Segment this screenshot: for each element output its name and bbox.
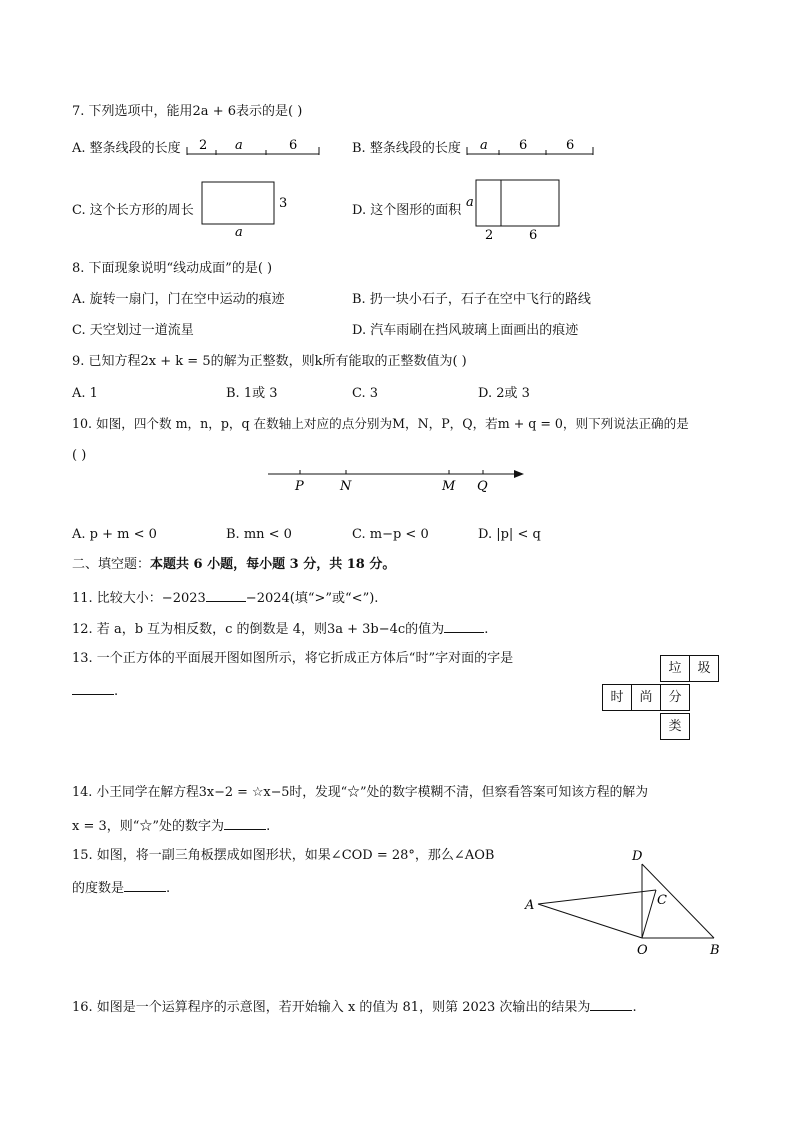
q14-answer-blank[interactable] bbox=[224, 817, 266, 830]
q14-line2-pre: x = 3，则“☆”处的数字为 bbox=[72, 819, 225, 834]
q15-point-b: B bbox=[710, 943, 720, 958]
q12-post: . bbox=[484, 622, 489, 637]
q7-b-seg-2: 6 bbox=[519, 138, 528, 153]
q8-option-a: A. 旋转一扇门，门在空中运动的痕迹 bbox=[72, 292, 285, 307]
q14-line2 bbox=[72, 817, 270, 835]
section-2-heading bbox=[72, 557, 395, 573]
q7-option-d-label: D. 这个图形的面积 bbox=[352, 203, 462, 218]
q12-answer-blank[interactable] bbox=[444, 620, 484, 633]
q7-a-seg-2: a bbox=[235, 138, 243, 153]
q16-post: . bbox=[632, 1000, 637, 1015]
net-cell-4: 尚 bbox=[631, 684, 661, 711]
q15-point-c: C bbox=[657, 893, 667, 908]
q15-line2 bbox=[72, 879, 170, 897]
net-cell-3: 时 bbox=[602, 684, 632, 711]
q9-option-c: C. 3 bbox=[352, 386, 379, 401]
q12-pre: 12. 若 a，b 互为相反数，c 的倒数是 4，则3a + 3b−4c的值为 bbox=[72, 622, 445, 637]
q10-label-m: M bbox=[442, 479, 456, 494]
q10-option-d: D. |p| < q bbox=[478, 527, 541, 542]
q10-label-p: P bbox=[295, 479, 304, 494]
q7-option-a-label: A. 整条线段的长度 bbox=[72, 141, 181, 156]
q7-option-b-label: B. 整条线段的长度 bbox=[352, 141, 461, 156]
q7-option-c-label: C. 这个长方形的周长 bbox=[72, 203, 194, 218]
q15-point-d: D bbox=[632, 849, 643, 864]
q7-c-bottom: a bbox=[235, 225, 243, 240]
q13-answer-blank[interactable] bbox=[72, 682, 114, 695]
q7-option-d-rectangle-figure bbox=[464, 176, 564, 244]
section-2-title: 二、填空题： bbox=[72, 557, 151, 572]
q10-label-n: N bbox=[340, 479, 352, 494]
q14-line1: 14. 小王同学在解方程3x−2 = ☆x−5时，发现“☆”处的数字模糊不清，但察看答案可知该方程的解为 bbox=[72, 785, 649, 800]
q7-b-seg-3: 6 bbox=[566, 138, 575, 153]
q10-option-a: A. p + m < 0 bbox=[72, 527, 157, 542]
q7-a-seg-3: 6 bbox=[289, 138, 298, 153]
q7-option-c-rectangle-figure bbox=[200, 180, 292, 240]
q7-stem: 7. 下列选项中，能用2a + 6表示的是( ) bbox=[72, 104, 303, 119]
q11-post: −2024(填“>”或“<”). bbox=[245, 591, 379, 606]
q11-answer-blank[interactable] bbox=[206, 589, 246, 602]
q9-option-b: B. 1或 3 bbox=[226, 386, 278, 401]
net-cell-6: 类 bbox=[660, 713, 690, 740]
q15-line2-pre: 的度数是 bbox=[72, 881, 125, 896]
q15-point-a: A bbox=[525, 898, 535, 913]
section-2-description: 本题共 6 小题，每小题 3 分，共 18 分。 bbox=[150, 557, 396, 572]
q7-option-a-segment-figure bbox=[186, 134, 322, 158]
q15-post: . bbox=[166, 881, 171, 896]
q8-option-d: D. 汽车雨刷在挡风玻璃上面画出的痕迹 bbox=[352, 323, 579, 338]
net-cell-1: 垃 bbox=[660, 655, 690, 682]
q7-option-b-segment-figure bbox=[466, 134, 596, 158]
q15-line1: 15. 如图，将一副三角板摆成如图形状，如果∠COD = 28°，那么∠AOB bbox=[72, 848, 495, 863]
q7-d-bottom-2: 6 bbox=[529, 228, 538, 243]
net-cell-5: 分 bbox=[660, 684, 690, 711]
q7-c-side: 3 bbox=[279, 196, 288, 211]
q10-stem-line1: 10. 如图，四个数 m，n，p，q 在数轴上对应的点分别为M，N，P，Q，若m + q = 0，则下列说法正确的是 bbox=[72, 416, 689, 431]
q16-pre: 16. 如图是一个运算程序的示意图，若开始输入 x 的值为 81，则第 2023 次输出的结果为 bbox=[72, 1000, 591, 1015]
q7-b-seg-1: a bbox=[480, 138, 488, 153]
q9-option-d: D. 2或 3 bbox=[478, 386, 530, 401]
q15-point-o: O bbox=[637, 943, 648, 958]
q7-d-side: a bbox=[466, 195, 474, 210]
q8-option-b: B. 扔一块小石子，石子在空中飞行的路线 bbox=[352, 292, 591, 307]
q13-post: . bbox=[114, 684, 119, 699]
q16-answer-blank[interactable] bbox=[590, 998, 632, 1011]
q8-option-c: C. 天空划过一道流星 bbox=[72, 323, 194, 338]
q13-answer-line bbox=[72, 682, 118, 700]
q8-stem: 8. 下面现象说明“线动成面”的是( ) bbox=[72, 261, 273, 276]
q16 bbox=[72, 998, 637, 1016]
q15-answer-blank[interactable] bbox=[124, 879, 166, 892]
q10-number-line-figure bbox=[262, 464, 530, 494]
q13-cube-net-figure bbox=[600, 655, 720, 741]
q10-option-b: B. mn < 0 bbox=[226, 527, 292, 542]
q7-a-seg-1: 2 bbox=[199, 138, 208, 153]
q9-stem: 9. 已知方程2x + k = 5的解为正整数，则k所有能取的正整数值为( ) bbox=[72, 354, 467, 369]
q14-post: . bbox=[266, 819, 271, 834]
q10-label-q: Q bbox=[477, 479, 488, 494]
net-cell-2: 圾 bbox=[689, 655, 719, 682]
q13-stem: 13. 一个正方体的平面展开图如图所示，将它折成正方体后“时”字对面的字是 bbox=[72, 651, 514, 666]
q11-pre: 11. 比较大小：−2023 bbox=[72, 591, 206, 606]
q15-triangles-figure bbox=[520, 846, 730, 962]
q7-d-bottom-1: 2 bbox=[485, 228, 494, 243]
q10-option-c: C. m−p < 0 bbox=[352, 527, 429, 542]
q9-option-a: A. 1 bbox=[72, 386, 98, 401]
q11 bbox=[72, 589, 378, 607]
q12 bbox=[72, 620, 488, 638]
q10-stem-line2: ( ) bbox=[72, 448, 87, 463]
